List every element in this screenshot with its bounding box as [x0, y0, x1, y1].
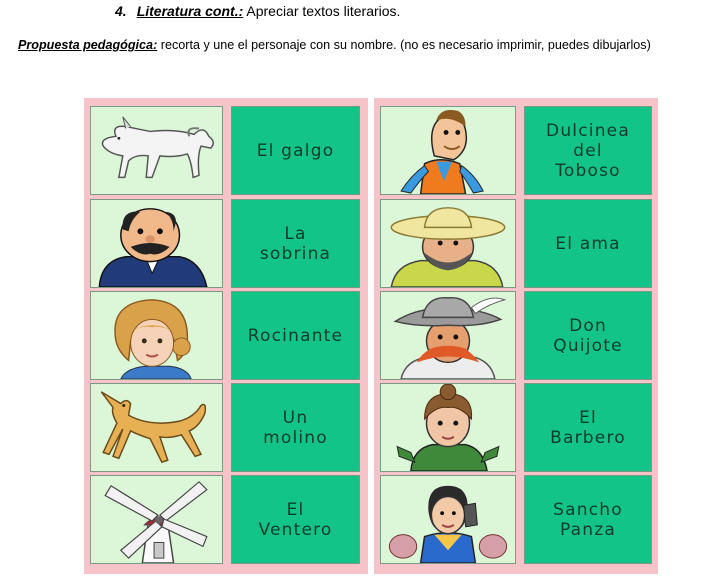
- name-card: El Ventero: [231, 475, 360, 564]
- bald-mustached-man-image: [90, 199, 223, 288]
- thin-man-orange-vest-image: [380, 106, 516, 195]
- horse-image: [90, 106, 223, 195]
- name-card: El Barbero: [524, 383, 652, 472]
- left-matching-board: [84, 98, 368, 574]
- right-matching-board: [374, 98, 658, 574]
- instructions-text: recorta y une el personaje con su nombre. (no es necesario imprimir, puedes dibujarlos): [157, 38, 651, 52]
- woman-telephone-image: [380, 475, 516, 564]
- name-card: Un molino: [231, 383, 360, 472]
- name-card: El galgo: [231, 106, 360, 195]
- name-card: La sobrina: [231, 199, 360, 288]
- name-card: Dulcinea del Toboso: [524, 106, 652, 195]
- name-card: Sancho Panza: [524, 475, 652, 564]
- activity-number: 4.: [115, 3, 127, 19]
- activity-label: Literatura cont.:: [136, 3, 244, 19]
- older-woman-image: [380, 383, 516, 472]
- name-card: Rocinante: [231, 291, 360, 380]
- name-card: El ama: [524, 199, 652, 288]
- activity-description: Apreciar textos literarios.: [243, 3, 401, 19]
- man-straw-hat-image: [380, 199, 516, 288]
- activity-heading: [115, 3, 400, 19]
- instructions: [18, 38, 651, 52]
- instructions-label: Propuesta pedagógica:: [18, 38, 158, 52]
- greyhound-image: [90, 383, 223, 472]
- name-card: Don Quijote: [524, 291, 652, 380]
- windmill-image: [90, 475, 223, 564]
- man-feathered-hat-image: [380, 291, 516, 380]
- young-woman-image: [90, 291, 223, 380]
